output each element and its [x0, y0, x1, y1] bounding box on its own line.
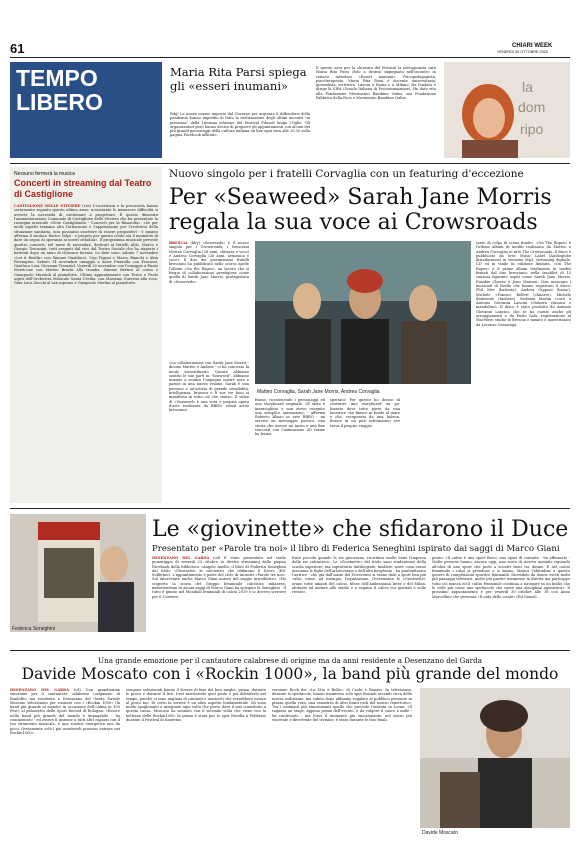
- morris-col5: tanto di colpo di scena finale». «On The Ropes» è l'ultimo album di inediti realizzato da Matteo e Andrea Corvaglia in arte The Crowsroads. Il disco è pubblicato da Vrec Music Label (Audioglobe distribuzione) in versione Mp3, streaming digitale, CD ed in vinile in edizione limitata. «On The Ropes» è il primo album totalmente in inediti firmati dal duo bresciano: nella tracklist di 12 canzoni figurano ospiti come Sarah Jane Morris, Frankie Chavez e Jono Manson. Non mancano i musicisti di livello che hanno registrato il disco: Phil Mer (batteria), Andrea Gipponi (basso), Michele «Poncio» Belleri (chitarre), Michele Bonivento (tastiere), Stefania Martin (cori) e Antonio Giovanni Lancini (chitarra classica e mandolino). Il disco è stato prodotto da Antonio Giovanni Lancini, che se ha curato anche gli arrangiamenti e da Paolo Sala, registrazione al MacWave studio di Brescia e mixato e masterizzato da Lorenzo Cazzaniga.: [476, 241, 571, 327]
- concerti-body: [14, 204, 158, 364]
- morris-col3: frame, ricostruendo i personaggi ed uno storyboard originale. «È stato è meraviglioso e non avevo eseguito una semplice animazione, - afferma Roberto Blasio in arte BBRO - mi servivo un messaggio poetico, una storia che avesse un inizio e una fine tracciati con l'animazione 2D frame by frame.: [255, 398, 325, 437]
- moscato-col2: vengono selezionati hanno il dovere di fare del loro meglio, prima, durante le prove e durante il live. Devi meritartelo quel posto e poi difenderlo nel tempo, perché ci sono migliaia di cantanti e musicisti che vorrebbero essere al posto tuo. Di certo la serietà è un altro aspetto fondamentale. Mi sono molto spoglionato e insegnato ogni volta che provo dove il mio contributo a questa causa. Moscato ha suonato con il secondo volta che viene con la bellezza delle Rockin1000: la prima è stata per lo spot Nutella a Febbraio durante il Festival di Sanremo.: [126, 688, 266, 723]
- duce-col1: [152, 556, 286, 634]
- morris-photo-caption: Matteo Corvaglia, Sarah Jane Morris, Andrea Corvaglia: [257, 389, 380, 395]
- moscato-headline: Davide Moscato con i «Rockin 1000», la band più grande del mondo: [21, 665, 559, 683]
- publication-name: CHIARI WEEK: [512, 43, 553, 49]
- svg-text:la: la: [522, 79, 533, 95]
- morris-headline: Per «Seaweed» Sarah Jane Morris regala la sua voce ai Crowsroads: [169, 185, 552, 235]
- duce-col1-text: (cd) È stato presentato nel tardo pomeriggio di venerdì 23 ottobre in diretta streaming dalla pagina Facebook della biblioteca «Angelo Anelli» il libro di Federica Seneghini dal titolo «Giovinette: le calciatrici che sfidarono il Duce» (Ed. Solferino). L'appuntamento è parte del ciclo di incontri «Parole tra noi». Sul intervenire anche Marco Giani autore del saggio introduttivo. «Ho scoperto la storia del Gruppo femminile calcistico milanese, imbattendomi in alcuni saggi di Marco Giani ha spiegato la Seneghini - Il tutto è giunto nel Mondiali femminili di calcio 2019 e io dovevo scrivere per il Corriere.: [152, 556, 286, 599]
- morris-kicker: Nuovo singolo per i fratelli Corvaglia con un featuring d'eccezione: [169, 168, 524, 180]
- duce-subhead: Presentato per «Parole tra noi» il libro di Federica Seneghini ispirato dai saggi di Marco Giani: [152, 544, 560, 554]
- moscato-dateline: DESENZANO DEL GARDA: [10, 688, 70, 692]
- parsi-rule: [10, 163, 570, 164]
- duce-col3: punto: «Il calcio è uno sport fisico, uno sport di contatto - ha affermato - Molte persone hanno, ancora oggi, uno sorta di riserva mentale riguardo all'idea di uno sport che porti a scontri fisici tra donne. E nel calcio femminile i colpi si prendono e si danno. Manca l'abitudine a questo genere di competizioni sportive femminili. Dicendolo da donne esteti molti più passaggi televisivi, molte più partite trasmesse in diretta ma purtroppo tutto ciò manca ed il calcio femminile continua a navigare in un limbo che le vede più come uno spettacolo che come una disciplina agonistica». Il prossimo appuntamento è per venerdì 30 ottobre alle 18 con Anna Marcellino che presenta «Il nido delle cicale» (Ed.Giunti).: [432, 556, 570, 599]
- duce-photo: [10, 514, 146, 632]
- morris-col2: «La collaborazione con Sarah Jane Morris - dicono Matteo e Andrea - ci ha concesso la modo straordinario. Questo abbiamo sentito le sue parti in "Seaweed", abbiamo iniziato a sentire l'impegno nostre note e parole in una nuova visione. Sarah è una persona e un'artista di grande sensibilità, intelligenza, bravura e li sue tre fono si manifesta in tutto ciò che canta». Il video di «Seaweed» è una vera e propria opera d'arte realizzata da BBRO, visual artist bresciano.: [169, 361, 249, 413]
- concerti-kicker: Nessuno fermerà la musica: [14, 171, 75, 177]
- moscato-col3: versione Rock dei «La Vita è Bella», di Cochi e Renato. In televisione, durante lo spettacolo, hanno trasmesso solo spot frontali secondi circa della nostra esibizione, ma subito dopo abbiamo regalato al pubblico presente in piazza quella vera, una esaustiva di altri brani rock del nostro repertorio». Tra i momenti più emozionanti quello che precede l'entrata in scena: «Il ragazzo un stage, appena prima dell'evento, è da volgere il cuore a mille - ha confessato - ma forse il momento più emozionante, nel senso più viscerale e divertente del termine, è stato durante le foto finali.: [272, 688, 412, 723]
- svg-text:dom: dom: [518, 99, 546, 115]
- moscato-col1: [10, 688, 120, 830]
- concerti-body-text: (ces) L'incertezza e la precarietà hanno certamente segnato questo ultimo anno: nonostante le numerose difficoltà si avverte la necessità di continuare a progettare. È questo dimostra l'amministrazione Comunale di Castiglione delle Stiviere che ha presentato la rassegna musicale «Note Castiglionesi - Concerti per la Rinascita». «Se per molti aspetti teniamo alta l'attenzione e l'apprensione per l'evolversi della situazione sanitaria, non possiamo smettere di essere propositivi - è quanto afferma il sindaco Enrico Volpi - e proprio per questo credo sia il momento di dare un segno di speranza ai nostri cittadini». Il programma musicale prevede quattro concerti, nel mese di novembre, dedicati ai fratelli Aldo, Marco e Giorgio Toscanini, tutti eseguiti dal vivo dal Teatro Sociale che ha riaperto i battenti dopo un anno di chiusura forzata. Le date sono: sabato 7 novembre «Let it Realtà» con Simone Gualducci, Ugo Tegoni e Marco Bianchi e Alan Farrington. Sabato 14 novembre omaggio a Astor Piazzolla con Fracassi, Gianluca Lusi, Giovanni Tessariol. Venerdì 20 novembre con l'omaggio a Ennio Morricone con Matteo Brachi alla tromba, Simone Bertesi al corno e Giampaolo Muzzioli al pianoforte. Ultimo appuntamento con Tenco e Paolo ospiti dell'Orchestra Musicale Santa Cecilia, con Massimo Guerrini alla voce, Gian Luca Zucchi al sax soprano e Gianpaolo Merlini al pianoforte.: [14, 204, 158, 286]
- moscato-kicker: Una grande emozione per il cantautore calabrese di origine ma da anni residente a Desenzano del Garda: [98, 656, 482, 665]
- duce-dateline: DESENZANO DEL GARDA: [152, 556, 210, 560]
- morris-photo: [255, 241, 471, 384]
- duce-rule: [10, 650, 570, 651]
- parsi-body-col1: (bbj) Le nuove norme imposte dal Governo per arginare il diffondersi della pandemia hanno impedito di fatto la realizzazione degli ultimi incontri "in presenza" della 16esima edizione del Festival Filosofi lungo l'Oglio. Gli organizzatori però hanno deciso di proporre gli appuntamenti con alcuni dei più grandi personaggi della cultura italiana on line ogni sera alle 20.30 sulla pagina Facebook ufficiale.: [170, 112, 310, 138]
- parsi-body-col2: Il questo sera per la chiusura del Festival la protagonista sarà Maria Rita Parsi (foto a destra) impegnata nell'incontro in remoto intitolato «Esseri inumani». Psicopedagogista, psicoterapeuta, Maria Rita Parsi è docente universitaria, giornalista, scrittrice. Lavora a Roma e a Milano. Ha fondato e dirige la SIPA (Scuola Italiana di Psicoanimazione). Ha dato vita alla Fondazione Movimento Bambino Onlus, ora Fondazione Fabbrica della Pace e Movimento Bambino Onlus.: [316, 66, 436, 101]
- page-number: 61: [10, 41, 25, 56]
- publication-date: VENERDÌ 30 OTTOBRE 2020: [497, 50, 548, 54]
- moscato-photo: [420, 688, 570, 828]
- moscato-photo-caption: Davide Moscato: [422, 830, 458, 836]
- morris-col1-text: (bby) «Seaweeds» è il nuovo singolo per i Crowsroads, i bresciani Matteo Corvaglia (28 anni, chitarra e voce) e Andrea Corvaglia (26 anni, armonica e voce). Il duo dei giovanissimi fratelli bresciani ha pubblicato nello scorso aprile l'album «On the Ropes», un lavoro che si fregia di collaborazioni prestigiose come quella di Sarah Jane Morris, protagonista di «Seaweeds».: [169, 241, 249, 284]
- parsi-headline: Maria Rita Parsi spiega gli «esseri inumani»: [170, 65, 307, 93]
- section-label-text: TEMPO LIBERO: [16, 65, 103, 115]
- header-rule: [10, 57, 570, 58]
- svg-text:ripo: ripo: [520, 121, 544, 137]
- concerti-dateline: CASTIGLIONE DELLE STIVIERE: [14, 204, 81, 208]
- parsi-photo: [444, 62, 570, 158]
- moscato-col1-text: (cd) Una grandissima emozione per il cantautore calabrese (originario di Ranfolfo) ma residente a Desenzano del Garda Davide Moscato selezionato per suonare con i «Rockin 1000» (la band più grande al mondo) in occasione dell'«Alma in 100 Fest» al palazzetto delle Sport Record di Bologna: «Essere nella band più grande del mondo è impagabile - ha commentato - ed essere lì insieme a tutti altri ragazzi con il tuo strumento musicale, è una scarica energetica non da poco. Ovviamente solo i più meritevoli possono entrare nei Rockin1000».: [10, 688, 120, 735]
- concerti-headline: Concerti in streaming dal Teatro di Castiglione: [14, 178, 152, 199]
- section-label: [10, 62, 162, 158]
- duce-photo-caption: Federica Seneghini: [12, 626, 56, 632]
- duce-headline: Le «giovinette» che sfidarono il Duce: [152, 517, 569, 542]
- morris-col4: spettato! Per questo ho deciso di costruire uno storyboard un po' fuzzato dove tutte parte da una lavatrice che finisce in fondo al mare e che, recuperata da una balena, finisce in un pub sottomarino ove trova il proprio viaggio.: [330, 398, 400, 428]
- duce-col2: fosse piccola quando le zie giocavano, ricordava molto bene l'impresa delle zie calciatrici». Le «Giovinette» del titolo sono studentesse della scuola superiore, ma soprattutto dattilografe, modiste, sarte «non erano insomma le figlie dell'aristocrazia o dell'alta borghesia - ha puntualizzato l'autrice - che già dall'inizio del Novecento si erano date a sport ben più «alti» come, ad esempio, l'equitazione. Ovviamente le «Giovinette» erano tutte amanti del calcio, tifose dell'Ambrosiana Inter o del Milan, abituate ad andare allo stadio e a seguire il calcio sui giornali e sulle riviste».: [292, 556, 426, 595]
- morris-dateline: BRESCIA: [169, 241, 188, 245]
- morris-col1: [169, 241, 249, 359]
- morris-rule: [10, 508, 570, 509]
